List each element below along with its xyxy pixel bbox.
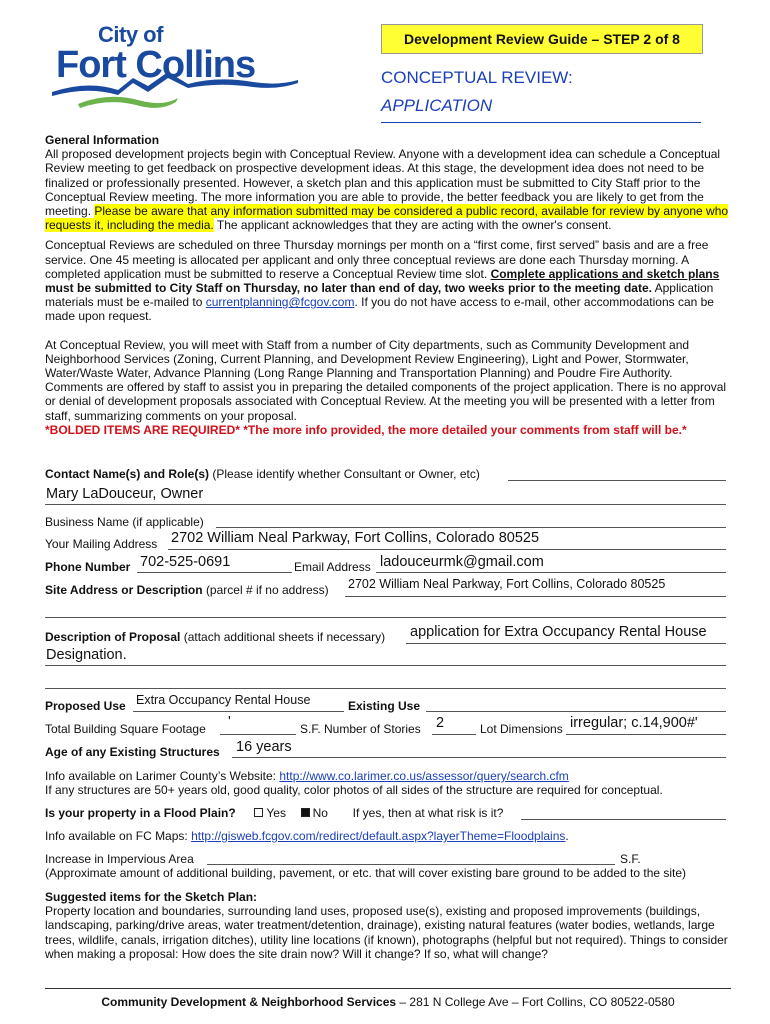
email-line <box>376 572 726 573</box>
general-p1 <box>45 147 731 232</box>
footer-address: – 281 N College Ave – Fort Collins, CO 80522-0580 <box>396 995 675 1009</box>
desc-label-row <box>45 630 385 644</box>
desc-label: Description of Proposal <box>45 630 181 644</box>
desc-input-line1[interactable]: application for Extra Occupancy Rental House <box>410 624 707 640</box>
desc-hint: (attach additional sheets if necessary) <box>183 630 386 644</box>
public-record-warning: Please be aware that any information submitted may be considered a public record, available for review by anyone who requests it, including the media. <box>45 204 729 233</box>
age-input[interactable]: 16 years <box>236 739 292 755</box>
flood-risk-label: If yes, then at what risk is it? <box>352 806 504 820</box>
step-banner <box>381 24 703 54</box>
email-label: Email Address <box>294 560 371 574</box>
site-hint: (parcel # if no address) <box>205 583 329 597</box>
contact-hint-line <box>508 480 726 481</box>
submission-requirement-ul: Complete applications and sketch plans <box>490 266 720 281</box>
site-label: Site Address or Description <box>45 583 203 597</box>
impervious-line <box>207 864 615 865</box>
impervious-note: (Approximate amount of additional building, pavement, or etc. that will cover existing bare ground to be added to the site) <box>45 866 687 880</box>
mailing-line <box>168 549 726 550</box>
general-section <box>45 133 731 437</box>
desc-line-2 <box>45 665 726 666</box>
flood-row <box>45 806 503 820</box>
email-input[interactable]: ladouceurmk@gmail.com <box>380 554 544 570</box>
flood-risk-line <box>521 819 726 820</box>
stories-input[interactable]: 2 <box>436 715 445 731</box>
fcmaps-row: Info available on FC Maps: http://gisweb.fcgov.com/redirect/default.aspx?layerTheme=Floodplains. <box>45 829 569 843</box>
proposed-label: Proposed Use <box>45 699 126 713</box>
impervious-unit: S.F. <box>620 852 641 866</box>
flood-yes-checkbox[interactable] <box>254 808 263 817</box>
desc-input-line2[interactable]: Designation. <box>46 647 127 663</box>
existing-label: Existing Use <box>348 699 421 713</box>
impervious-label: Increase in Impervious Area <box>45 852 194 866</box>
larimer-row <box>45 769 569 783</box>
required-note: *BOLDED ITEMS ARE REQUIRED* *The more info provided, the more detailed your comments from staff will be.* <box>45 422 687 437</box>
general-heading: General Information <box>45 133 160 147</box>
fcmaps-link[interactable]: http://gisweb.fcgov.com/redirect/default.aspx?layerTheme=Floodplains <box>191 829 566 843</box>
larimer-text: Info available on Larimer County’s Website: <box>45 769 277 783</box>
phone-line <box>137 572 292 573</box>
site-input[interactable]: 2702 William Neal Parkway, Fort Collins, Colorado 80525 <box>348 577 666 591</box>
page-title <box>381 68 573 116</box>
submission-deadline: must be submitted to City Staff on Thursday, no later than end of day, two weeks prior to the meeting date. <box>45 281 652 296</box>
sqft-label: Total Building Square Footage <box>45 722 206 736</box>
footer-org: Community Development & Neighborhood Services <box>101 995 397 1009</box>
proposed-line <box>133 711 344 712</box>
email-accommodation-text: . If you do not have access to e-mail, other accommodations can be made upon request. <box>45 295 714 324</box>
flood-no-label: No <box>312 806 328 820</box>
general-p2 <box>45 238 731 323</box>
logo-city-of: City of <box>98 22 163 47</box>
contact-hint: (Please identify whether Consultant or Owner, etc) <box>212 467 480 481</box>
mailing-label: Your Mailing Address <box>45 537 158 551</box>
sqft-input[interactable]: ' <box>228 714 231 730</box>
larimer-link[interactable]: http://www.co.larimer.co.us/assessor/query/search.cfm <box>279 769 569 783</box>
lot-line <box>566 734 726 735</box>
general-p1-text: All proposed development projects begin with Conceptual Review. Anyone with a development idea can schedule a Conceptual Review meeting to get feedback on prospective development ideas. At this stage, the development idea does not need to be finalized or professionally presented. However, a sketch plan and this application must be submitted to City Staff prior to the Conceptual Review meeting. The more information you are able to provide, the better feedback you are likely to get from the meeting. <box>45 147 721 219</box>
title-line1: CONCEPTUAL REVIEW: <box>381 68 573 87</box>
email-instruction: Application materials must be e-mailed to <box>45 281 714 310</box>
general-p3: At Conceptual Review, you will meet with Staff from a number of City departments, such as Community Development and Neighborhood Services (Zoning, Current Planning, and Development Review Engineering), Light and Power, Stormwater, Water/Waste Water, Advance Planning (Long Range Planning and Transportation Planning) and Poudre Fire Authority. Comments are offered by staff to assist you in preparing the detailed components of the project application. There is no approval or denial of development proposals associated with Conceptual Review. At the meeting you will be presented with a letter from staff, summarizing comments on your proposal. <box>45 337 727 423</box>
footer-divider <box>45 988 731 989</box>
existing-line <box>426 711 726 712</box>
step-banner-text: Development Review Guide – STEP 2 of 8 <box>404 31 680 47</box>
owner-consent-text: The applicant acknowledges that they are acting with the owner's consent. <box>216 218 612 233</box>
sqft-line <box>220 734 296 735</box>
age-label: Age of any Existing Structures <box>45 745 220 759</box>
proposed-input[interactable]: Extra Occupancy Rental House <box>136 693 311 707</box>
footer <box>45 995 731 1009</box>
contact-input[interactable]: Mary LaDouceur, Owner <box>46 486 204 502</box>
title-line2: APPLICATION <box>381 96 493 115</box>
flood-yes-label: Yes <box>266 806 286 820</box>
business-label: Business Name (if applicable) <box>45 515 204 529</box>
site-line-2 <box>45 617 726 618</box>
current-planning-email-link[interactable]: currentplanning@fcgov.com <box>205 295 355 310</box>
site-line <box>345 596 726 597</box>
city-logo <box>48 20 308 120</box>
title-divider <box>381 122 701 123</box>
contact-line <box>45 504 726 505</box>
contact-label: Contact Name(s) and Role(s) <box>45 467 210 481</box>
desc-line-1 <box>406 643 726 644</box>
phone-input[interactable]: 702-525-0691 <box>140 554 231 570</box>
fcmaps-text: Info available on FC Maps: <box>45 829 188 843</box>
business-line <box>216 527 726 528</box>
mailing-input[interactable]: 2702 William Neal Parkway, Fort Collins, Colorado 80525 <box>171 530 540 546</box>
older-structure-note: If any structures are 50+ years old, good quality, color photos of all sides of the structure are required for conceptual. <box>45 783 663 797</box>
sketch-heading: Suggested items for the Sketch Plan: <box>45 890 258 904</box>
logo-fort-collins: Fort Collins <box>56 44 256 86</box>
stories-line <box>432 734 476 735</box>
sketch-section <box>45 890 731 961</box>
sketch-body: Property location and boundaries, surrounding land uses, proposed use(s), existing and proposed improvements (buildings, landscaping, parking/drive areas, water treatment/detention, drainage), existing natural features (water bodies, wetlands, large trees, wildlife, canals, irrigation ditches), utility line locations (if known), photographs (helpful but not required). Things to consider when making a proposal: How does the site drain now? Will it change? If so, what will change? <box>45 904 728 961</box>
site-label-row <box>45 583 329 597</box>
desc-line-3 <box>45 688 726 689</box>
age-line <box>232 757 726 758</box>
general-p2-text: Conceptual Reviews are scheduled on three Thursday mornings per month on a “first come, first served” basis and are a free service. One 45 meeting is allocated per applicant and only three conceptual reviews are done each Thursday morning. A completed application must be submitted to reserve a Conceptual Review time slot. <box>45 238 709 281</box>
lot-label: Lot Dimensions <box>480 722 563 736</box>
flood-no-checkbox[interactable] <box>301 808 310 817</box>
stories-label: S.F. Number of Stories <box>300 722 421 736</box>
lot-input[interactable]: irregular; c.14,900#' <box>570 715 698 731</box>
phone-label: Phone Number <box>45 560 131 574</box>
flood-label: Is your property in a Flood Plain? <box>45 806 236 820</box>
contact-label-row <box>45 467 480 481</box>
